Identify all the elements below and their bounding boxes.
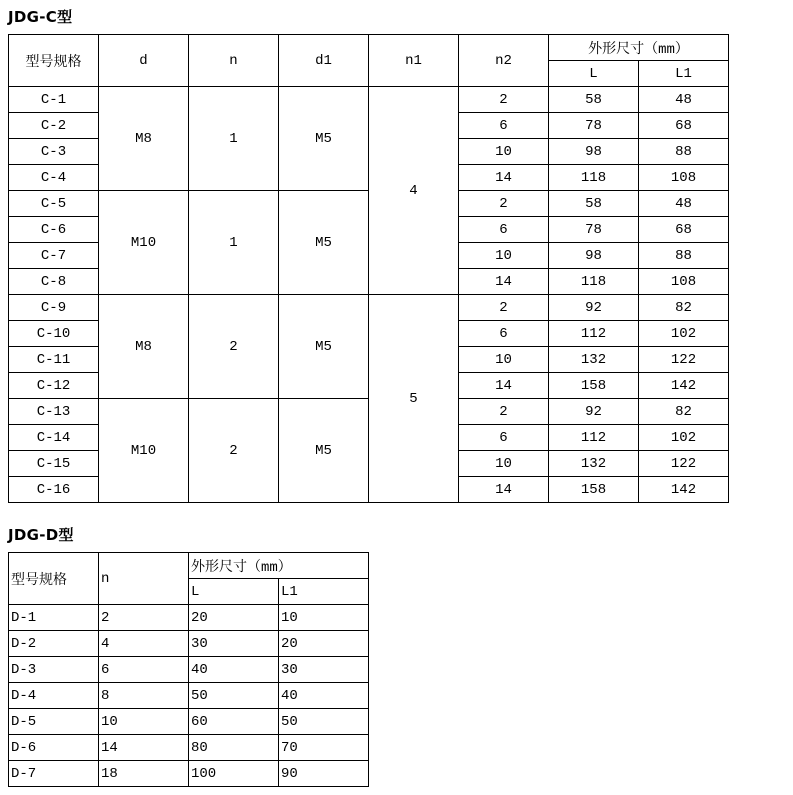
data-cell: 2 — [189, 399, 279, 503]
data-cell: 14 — [459, 269, 549, 295]
jdg-c-title: JDG-C型 — [8, 8, 73, 26]
data-cell: 70 — [279, 735, 369, 761]
data-cell: 158 — [549, 477, 639, 503]
data-cell: 2 — [459, 87, 549, 113]
data-cell: 10 — [459, 243, 549, 269]
data-cell: 102 — [639, 425, 729, 451]
data-cell: C-1 — [9, 87, 99, 113]
table-row — [9, 87, 729, 113]
data-cell: 6 — [99, 657, 189, 683]
header-cell: d — [99, 35, 189, 87]
data-cell: 14 — [459, 373, 549, 399]
header-cell: n — [99, 553, 189, 605]
table-row — [9, 683, 369, 709]
data-cell: 58 — [549, 87, 639, 113]
data-cell: 100 — [189, 761, 279, 787]
data-cell: M5 — [279, 191, 369, 295]
table-row — [9, 605, 369, 631]
data-cell: 14 — [459, 165, 549, 191]
header-cell: 外形尺寸（mm） — [189, 553, 369, 579]
data-cell: C-4 — [9, 165, 99, 191]
data-cell: 92 — [549, 295, 639, 321]
data-cell: 10 — [459, 451, 549, 477]
data-cell: C-16 — [9, 477, 99, 503]
header-cell: L — [549, 61, 639, 87]
data-cell: 10 — [459, 139, 549, 165]
data-cell: 82 — [639, 399, 729, 425]
data-cell: C-10 — [9, 321, 99, 347]
data-cell: 6 — [459, 321, 549, 347]
data-cell: 6 — [459, 217, 549, 243]
data-cell: 112 — [549, 321, 639, 347]
jdg-d-table — [8, 552, 369, 787]
data-cell: C-15 — [9, 451, 99, 477]
data-cell: 8 — [99, 683, 189, 709]
data-cell: 50 — [189, 683, 279, 709]
data-cell: C-9 — [9, 295, 99, 321]
data-cell: D-7 — [9, 761, 99, 787]
data-cell: 82 — [639, 295, 729, 321]
data-cell: M5 — [279, 295, 369, 399]
header-cell: 型号规格 — [9, 553, 99, 605]
data-cell: 10 — [99, 709, 189, 735]
data-cell: D-3 — [9, 657, 99, 683]
header-cell: 外形尺寸（mm） — [549, 35, 729, 61]
data-cell: 92 — [549, 399, 639, 425]
header-row — [9, 553, 369, 579]
data-cell: 108 — [639, 165, 729, 191]
data-cell: C-6 — [9, 217, 99, 243]
data-cell: 98 — [549, 243, 639, 269]
header-cell: L — [189, 579, 279, 605]
data-cell: 6 — [459, 113, 549, 139]
header-row — [9, 35, 729, 61]
data-cell: M10 — [99, 399, 189, 503]
data-cell: 2 — [99, 605, 189, 631]
data-cell: M10 — [99, 191, 189, 295]
data-cell: 1 — [189, 87, 279, 191]
data-cell: C-2 — [9, 113, 99, 139]
data-cell: 48 — [639, 87, 729, 113]
jdg-d-section — [8, 524, 785, 787]
data-cell: 90 — [279, 761, 369, 787]
jdg-c-table — [8, 34, 729, 503]
data-cell: 88 — [639, 139, 729, 165]
data-cell: 102 — [639, 321, 729, 347]
data-cell: 60 — [189, 709, 279, 735]
data-cell: D-4 — [9, 683, 99, 709]
data-cell: 4 — [99, 631, 189, 657]
data-cell: 2 — [459, 399, 549, 425]
data-cell: 14 — [459, 477, 549, 503]
data-cell: C-5 — [9, 191, 99, 217]
data-cell: M8 — [99, 295, 189, 399]
data-cell: 68 — [639, 113, 729, 139]
data-cell: 2 — [459, 295, 549, 321]
data-cell: C-11 — [9, 347, 99, 373]
data-cell: 6 — [459, 425, 549, 451]
data-cell: 40 — [189, 657, 279, 683]
data-cell: C-13 — [9, 399, 99, 425]
data-cell: 10 — [459, 347, 549, 373]
header-cell: n2 — [459, 35, 549, 87]
data-cell: 58 — [549, 191, 639, 217]
data-cell: 78 — [549, 113, 639, 139]
data-cell: 48 — [639, 191, 729, 217]
data-cell: 158 — [549, 373, 639, 399]
data-cell: C-7 — [9, 243, 99, 269]
data-cell: 88 — [639, 243, 729, 269]
data-cell: 4 — [369, 87, 459, 295]
data-cell: C-14 — [9, 425, 99, 451]
data-cell: 14 — [99, 735, 189, 761]
data-cell: 2 — [189, 295, 279, 399]
data-cell: M8 — [99, 87, 189, 191]
header-cell: n1 — [369, 35, 459, 87]
data-cell: 30 — [189, 631, 279, 657]
header-cell: 型号规格 — [9, 35, 99, 87]
data-cell: 118 — [549, 269, 639, 295]
data-cell: 30 — [279, 657, 369, 683]
data-cell: 50 — [279, 709, 369, 735]
data-cell: 142 — [639, 373, 729, 399]
header-cell: L1 — [639, 61, 729, 87]
data-cell: 5 — [369, 295, 459, 503]
data-cell: D-2 — [9, 631, 99, 657]
header-cell: n — [189, 35, 279, 87]
data-cell: 80 — [189, 735, 279, 761]
table-row — [9, 295, 729, 321]
data-cell: C-3 — [9, 139, 99, 165]
data-cell: M5 — [279, 399, 369, 503]
table-row — [9, 631, 369, 657]
data-cell: 10 — [279, 605, 369, 631]
data-cell: C-8 — [9, 269, 99, 295]
table-row — [9, 709, 369, 735]
data-cell: D-1 — [9, 605, 99, 631]
data-cell: 40 — [279, 683, 369, 709]
header-cell: d1 — [279, 35, 369, 87]
data-cell: 68 — [639, 217, 729, 243]
data-cell: 132 — [549, 347, 639, 373]
data-cell: 122 — [639, 347, 729, 373]
data-cell: 2 — [459, 191, 549, 217]
data-cell: 132 — [549, 451, 639, 477]
table-row — [9, 657, 369, 683]
jdg-d-title: JDG-D型 — [8, 526, 74, 544]
table-row — [9, 761, 369, 787]
data-cell: C-12 — [9, 373, 99, 399]
data-cell: 20 — [189, 605, 279, 631]
data-cell: D-5 — [9, 709, 99, 735]
data-cell: 18 — [99, 761, 189, 787]
data-cell: 118 — [549, 165, 639, 191]
table-row — [9, 735, 369, 761]
data-cell: 1 — [189, 191, 279, 295]
data-cell: M5 — [279, 87, 369, 191]
header-cell: L1 — [279, 579, 369, 605]
data-cell: D-6 — [9, 735, 99, 761]
data-cell: 122 — [639, 451, 729, 477]
data-cell: 20 — [279, 631, 369, 657]
data-cell: 142 — [639, 477, 729, 503]
data-cell: 112 — [549, 425, 639, 451]
jdg-c-section — [8, 6, 785, 503]
data-cell: 98 — [549, 139, 639, 165]
data-cell: 78 — [549, 217, 639, 243]
data-cell: 108 — [639, 269, 729, 295]
